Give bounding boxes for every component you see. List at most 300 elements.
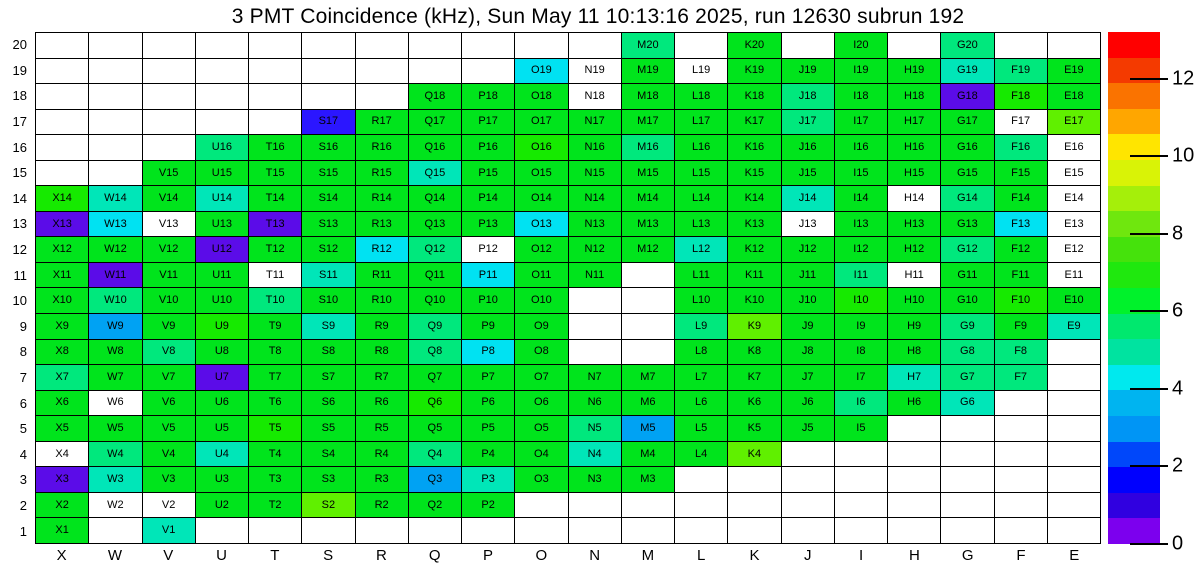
grid-cell-empty (569, 33, 621, 58)
grid-cell: J15 (782, 161, 834, 186)
grid-cell: I13 (835, 212, 887, 237)
y-axis-tick-label: 20 (12, 37, 27, 53)
grid-cell: J10 (782, 288, 834, 313)
x-axis-tick-label: I (859, 547, 864, 564)
x-axis-tick-label: O (535, 547, 548, 564)
grid-cell-empty (569, 314, 621, 339)
colorbar-segment (1108, 442, 1160, 468)
grid-cell: O9 (515, 314, 567, 339)
grid-cell-empty (1048, 518, 1100, 543)
x-axis-tick-label: X (56, 547, 67, 564)
grid-cell-empty (1048, 493, 1100, 518)
grid-cell: V5 (143, 416, 195, 441)
grid-cell-empty (1048, 442, 1100, 467)
grid-cell: X9 (36, 314, 88, 339)
y-axis-tick-label: 2 (19, 497, 27, 513)
grid-cell: Q10 (409, 288, 461, 313)
grid-cell-empty (515, 493, 567, 518)
y-axis-tick-label: 19 (12, 62, 27, 78)
grid-cell: T7 (249, 365, 301, 390)
grid-cell: M6 (622, 391, 674, 416)
grid-cell-empty (302, 59, 354, 84)
grid-cell-empty (622, 288, 674, 313)
grid-cell: S10 (302, 288, 354, 313)
grid-cell: S9 (302, 314, 354, 339)
grid-cell: K9 (728, 314, 780, 339)
grid-cell: S13 (302, 212, 354, 237)
x-axis-tick-label: T (270, 547, 280, 564)
grid-cell: E17 (1048, 110, 1100, 135)
grid-cell: S11 (302, 263, 354, 288)
grid-cell: J9 (782, 314, 834, 339)
grid-cell: E9 (1048, 314, 1100, 339)
grid-cell: O4 (515, 442, 567, 467)
x-axis-tick-label: L (697, 547, 706, 564)
y-axis-tick-label: 15 (12, 165, 27, 181)
grid-cell: L4 (675, 442, 727, 467)
grid-cell: V4 (143, 442, 195, 467)
grid-cell-empty (675, 467, 727, 492)
grid-cell-empty (462, 59, 514, 84)
grid-cell: N3 (569, 467, 621, 492)
grid-cell: I19 (835, 59, 887, 84)
grid-cell: V1 (143, 518, 195, 543)
grid-cell: E19 (1048, 59, 1100, 84)
grid-cell: L13 (675, 212, 727, 237)
grid-cell: P12 (462, 237, 514, 262)
grid-cell: N19 (569, 59, 621, 84)
y-axis-tick-label: 10 (12, 293, 27, 309)
x-axis-tick-label: H (908, 547, 920, 564)
grid-cell: Q16 (409, 135, 461, 160)
grid-cell-empty (89, 84, 141, 109)
x-axis-tick-label: R (376, 547, 387, 564)
grid-cell: T4 (249, 442, 301, 467)
grid-cell: R3 (356, 467, 408, 492)
x-axis-tick-label: N (589, 547, 601, 564)
grid-cell: P15 (462, 161, 514, 186)
grid-cell: M3 (622, 467, 674, 492)
grid-cell: J13 (782, 212, 834, 237)
grid-cell-empty (675, 518, 727, 543)
grid-cell-empty (622, 518, 674, 543)
grid-cell: K19 (728, 59, 780, 84)
grid-cell: J7 (782, 365, 834, 390)
grid-cell: L8 (675, 340, 727, 365)
grid-cell-empty (196, 518, 248, 543)
grid-cell-empty (835, 442, 887, 467)
grid-cell-empty (356, 518, 408, 543)
grid-cell: T11 (249, 263, 301, 288)
colorbar-tick-label: 12 (1172, 67, 1195, 90)
grid-cell: U7 (196, 365, 248, 390)
grid-cell-empty (89, 110, 141, 135)
grid-cell: R8 (356, 340, 408, 365)
grid-cell: R13 (356, 212, 408, 237)
colorbar-segment (1108, 237, 1160, 263)
grid-cell: V8 (143, 340, 195, 365)
grid-cell-empty (888, 33, 940, 58)
x-axis-tick-label: Q (428, 547, 441, 564)
grid-cell: O11 (515, 263, 567, 288)
grid-cell-empty (569, 340, 621, 365)
grid-cell-empty (1048, 467, 1100, 492)
grid-cell: G20 (941, 33, 993, 58)
grid-cell-empty (995, 391, 1047, 416)
colorbar (1108, 32, 1196, 555)
grid-cell: H16 (888, 135, 940, 160)
x-axis-tick-label: E (1069, 547, 1080, 564)
grid-cell: S12 (302, 237, 354, 262)
grid-cell: R9 (356, 314, 408, 339)
grid-cell: L6 (675, 391, 727, 416)
grid-cell-empty (675, 33, 727, 58)
grid-cell: P17 (462, 110, 514, 135)
grid-cell: G7 (941, 365, 993, 390)
grid-cell-empty (302, 518, 354, 543)
grid-cell: L19 (675, 59, 727, 84)
y-axis-tick-label: 12 (12, 242, 27, 258)
y-axis-tick-label: 11 (13, 267, 27, 283)
grid-cell-empty (888, 493, 940, 518)
grid-cell: T12 (249, 237, 301, 262)
grid-cell-empty (995, 493, 1047, 518)
colorbar-tick (1130, 310, 1168, 312)
grid-cell: I15 (835, 161, 887, 186)
grid-cell: U14 (196, 186, 248, 211)
grid-cell: H18 (888, 84, 940, 109)
grid-cell: N15 (569, 161, 621, 186)
colorbar-segment (1108, 109, 1160, 135)
grid-cell-empty (782, 493, 834, 518)
grid-cell-empty (36, 84, 88, 109)
colorbar-segment (1108, 467, 1160, 493)
grid-cell-empty (462, 518, 514, 543)
grid-cell-empty (515, 33, 567, 58)
grid-cell-empty (622, 340, 674, 365)
grid-cell-empty (1048, 33, 1100, 58)
grid-cell: L5 (675, 416, 727, 441)
grid-cell: O18 (515, 84, 567, 109)
grid-cell: V14 (143, 186, 195, 211)
grid-cell: P6 (462, 391, 514, 416)
grid-cell: Q18 (409, 84, 461, 109)
grid-cell: Q9 (409, 314, 461, 339)
grid-cell: V11 (143, 263, 195, 288)
grid-cell: G19 (941, 59, 993, 84)
grid-cell: X4 (36, 442, 88, 467)
grid-cell: M20 (622, 33, 674, 58)
grid-cell: K5 (728, 416, 780, 441)
grid-cell: Q7 (409, 365, 461, 390)
grid-cell: K18 (728, 84, 780, 109)
grid-cell-empty (36, 59, 88, 84)
grid-cell: F11 (995, 263, 1047, 288)
grid-cell: U16 (196, 135, 248, 160)
grid-cell-empty (995, 416, 1047, 441)
grid-cell: M13 (622, 212, 674, 237)
grid-cell: I18 (835, 84, 887, 109)
colorbar-tick (1130, 388, 1168, 390)
grid-cell-empty (835, 493, 887, 518)
grid-cell: R6 (356, 391, 408, 416)
grid-cell: H6 (888, 391, 940, 416)
grid-cell: U8 (196, 340, 248, 365)
grid-cell: M19 (622, 59, 674, 84)
grid-cell: T5 (249, 416, 301, 441)
y-axis-tick-label: 3 (19, 472, 27, 488)
grid-cell: U11 (196, 263, 248, 288)
grid-cell-empty (409, 33, 461, 58)
grid-cell: N13 (569, 212, 621, 237)
grid-cell: I12 (835, 237, 887, 262)
grid-cell: O12 (515, 237, 567, 262)
grid-cell: H9 (888, 314, 940, 339)
grid-cell-empty (196, 84, 248, 109)
grid-cell-empty (888, 467, 940, 492)
y-axis-labels (2, 32, 32, 544)
colorbar-tick (1130, 465, 1168, 467)
grid-cell: H15 (888, 161, 940, 186)
grid-cell: W11 (89, 263, 141, 288)
grid-cell: R14 (356, 186, 408, 211)
colorbar-tick (1130, 543, 1168, 545)
y-axis-tick-label: 7 (19, 370, 27, 386)
grid-cell: S17 (302, 110, 354, 135)
grid-cell: P13 (462, 212, 514, 237)
grid-cell: G15 (941, 161, 993, 186)
grid-cell: G13 (941, 212, 993, 237)
grid-cell: S4 (302, 442, 354, 467)
grid-cell-empty (249, 110, 301, 135)
grid-cell: J18 (782, 84, 834, 109)
grid-cell-empty (569, 518, 621, 543)
grid-cell-empty (462, 33, 514, 58)
grid-cell: H7 (888, 365, 940, 390)
grid-cell: Q14 (409, 186, 461, 211)
grid-cell-empty (89, 518, 141, 543)
grid-cell: L10 (675, 288, 727, 313)
grid-cell: Q6 (409, 391, 461, 416)
grid-cell-empty (196, 59, 248, 84)
grid-cell: H11 (888, 263, 940, 288)
grid-cell: V7 (143, 365, 195, 390)
grid-cell: I14 (835, 186, 887, 211)
grid-cell: K4 (728, 442, 780, 467)
grid-cell: F8 (995, 340, 1047, 365)
grid-cell-empty (143, 84, 195, 109)
grid-cell-empty (196, 110, 248, 135)
grid-cell-empty (36, 33, 88, 58)
grid-cell-empty (249, 59, 301, 84)
grid-cell: O5 (515, 416, 567, 441)
grid-cell: K10 (728, 288, 780, 313)
grid-cell: H14 (888, 186, 940, 211)
grid-cell: N6 (569, 391, 621, 416)
x-axis-labels (35, 547, 1101, 569)
grid-cell: Q17 (409, 110, 461, 135)
grid-cell-empty (622, 314, 674, 339)
grid-cell: U9 (196, 314, 248, 339)
grid-cell: T6 (249, 391, 301, 416)
grid-cell: N4 (569, 442, 621, 467)
grid-cell: J5 (782, 416, 834, 441)
grid-cell: X11 (36, 263, 88, 288)
grid-cell-empty (782, 518, 834, 543)
grid-cell: S5 (302, 416, 354, 441)
grid-cell: N17 (569, 110, 621, 135)
grid-cell: L15 (675, 161, 727, 186)
x-axis-tick-label: F (1016, 547, 1026, 564)
grid-cell: N18 (569, 84, 621, 109)
colorbar-tick-label: 6 (1172, 299, 1184, 322)
grid-cell-empty (835, 467, 887, 492)
grid-cell-empty (569, 493, 621, 518)
grid-cell: W9 (89, 314, 141, 339)
grid-cell: P5 (462, 416, 514, 441)
grid-cell-empty (941, 442, 993, 467)
grid-cell: R11 (356, 263, 408, 288)
grid-cell: T13 (249, 212, 301, 237)
grid-cell: M7 (622, 365, 674, 390)
grid-cell: V9 (143, 314, 195, 339)
grid-cell: U2 (196, 493, 248, 518)
grid-cell: I7 (835, 365, 887, 390)
grid-cell: T14 (249, 186, 301, 211)
grid-cell: G10 (941, 288, 993, 313)
grid-cell: R2 (356, 493, 408, 518)
grid-cell-empty (143, 110, 195, 135)
grid-cell: U4 (196, 442, 248, 467)
grid-cell-empty (1048, 340, 1100, 365)
grid-cell: I6 (835, 391, 887, 416)
y-axis-tick-label: 5 (19, 421, 27, 437)
grid-cell-empty (143, 33, 195, 58)
x-axis-tick-label: K (749, 547, 760, 564)
grid-cell: E16 (1048, 135, 1100, 160)
grid-cell: V13 (143, 212, 195, 237)
x-axis-tick-label: M (641, 547, 655, 564)
grid-cell: P8 (462, 340, 514, 365)
grid-cell: U15 (196, 161, 248, 186)
grid-cell: K7 (728, 365, 780, 390)
grid-cell: V15 (143, 161, 195, 186)
grid-cell: L18 (675, 84, 727, 109)
grid-cell-empty (995, 442, 1047, 467)
grid-cell: H19 (888, 59, 940, 84)
grid-cell: J12 (782, 237, 834, 262)
grid-cell: S6 (302, 391, 354, 416)
grid-cell: F15 (995, 161, 1047, 186)
grid-cell-empty (515, 518, 567, 543)
grid-cell: Q8 (409, 340, 461, 365)
grid-cell: M12 (622, 237, 674, 262)
grid-cell: S14 (302, 186, 354, 211)
colorbar-segment (1108, 390, 1160, 416)
grid-cell: O8 (515, 340, 567, 365)
grid-cell: E10 (1048, 288, 1100, 313)
grid-cell: F10 (995, 288, 1047, 313)
grid-cell-empty (249, 33, 301, 58)
x-axis-tick-label: G (961, 547, 974, 564)
grid-cell: M18 (622, 84, 674, 109)
grid-cell-empty (89, 33, 141, 58)
grid-cell-empty (302, 33, 354, 58)
grid-cell: F17 (995, 110, 1047, 135)
colorbar-segment (1108, 314, 1160, 340)
grid-cell: N16 (569, 135, 621, 160)
grid-cell: F7 (995, 365, 1047, 390)
grid-cell: F18 (995, 84, 1047, 109)
grid-cell: U10 (196, 288, 248, 313)
grid-cell: G6 (941, 391, 993, 416)
grid-cell: L17 (675, 110, 727, 135)
grid-cell: X7 (36, 365, 88, 390)
grid-cell-empty (622, 493, 674, 518)
y-axis-tick-label: 17 (12, 114, 27, 130)
colorbar-segment (1108, 339, 1160, 365)
grid-cell: N7 (569, 365, 621, 390)
grid-cell: J6 (782, 391, 834, 416)
y-axis-tick-label: 6 (19, 395, 27, 411)
grid-cell: Q11 (409, 263, 461, 288)
grid-cell: W7 (89, 365, 141, 390)
grid-cell: P3 (462, 467, 514, 492)
chart-title: 3 PMT Coincidence (kHz), Sun May 11 10:13:16 2025, run 12630 subrun 192 (231, 5, 965, 28)
grid-cell: Q5 (409, 416, 461, 441)
grid-cell-empty (143, 59, 195, 84)
grid-cell: Q2 (409, 493, 461, 518)
grid-cell: G8 (941, 340, 993, 365)
grid-cell: R12 (356, 237, 408, 262)
colorbar-tick-label: 8 (1172, 222, 1184, 245)
grid-cell: T2 (249, 493, 301, 518)
grid-cell: I16 (835, 135, 887, 160)
grid-cell-empty (941, 467, 993, 492)
grid-cell: G12 (941, 237, 993, 262)
y-axis-tick-label: 18 (12, 88, 27, 104)
grid-cell: R5 (356, 416, 408, 441)
grid-cell-empty (728, 467, 780, 492)
grid-cell: O16 (515, 135, 567, 160)
grid-cell: N14 (569, 186, 621, 211)
colorbar-tick (1130, 233, 1168, 235)
colorbar-segment (1108, 365, 1160, 391)
grid-cell: U3 (196, 467, 248, 492)
grid-cell: R10 (356, 288, 408, 313)
grid-cell: E18 (1048, 84, 1100, 109)
grid-cell: K17 (728, 110, 780, 135)
grid-cell-empty (941, 518, 993, 543)
grid-cell: K14 (728, 186, 780, 211)
grid-cell-empty (196, 33, 248, 58)
grid-cell: J16 (782, 135, 834, 160)
grid-cell: W2 (89, 493, 141, 518)
grid-cell: F13 (995, 212, 1047, 237)
grid-cell: M16 (622, 135, 674, 160)
grid-cell: V2 (143, 493, 195, 518)
grid-cell: F12 (995, 237, 1047, 262)
grid-cell: Q4 (409, 442, 461, 467)
grid-cell: G18 (941, 84, 993, 109)
grid-cell: W4 (89, 442, 141, 467)
grid-cell: J11 (782, 263, 834, 288)
grid-cell: I8 (835, 340, 887, 365)
grid-cell-empty (409, 59, 461, 84)
grid-cell: H8 (888, 340, 940, 365)
grid-cell: Q3 (409, 467, 461, 492)
grid-cell: X5 (36, 416, 88, 441)
